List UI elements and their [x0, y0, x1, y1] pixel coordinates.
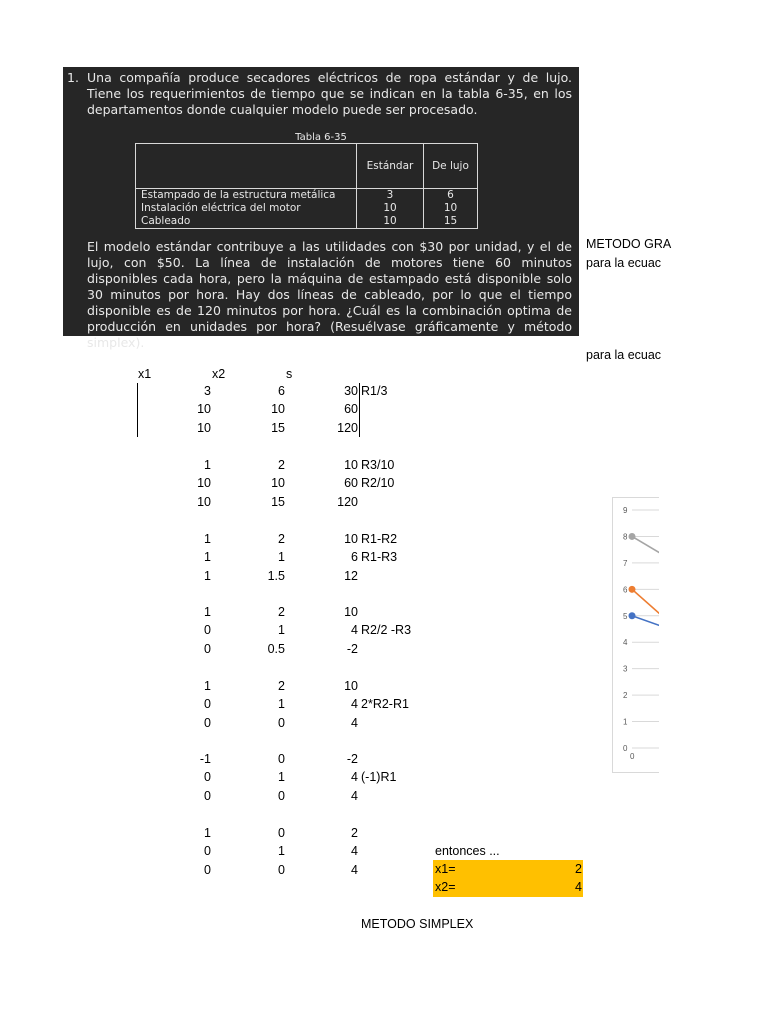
cell-s: -2 [346, 641, 358, 656]
chart-svg [613, 498, 659, 772]
matrix-bracket-right [359, 383, 360, 437]
cell-s: 60 [344, 476, 358, 491]
row-operation: R1-R2 [361, 532, 398, 546]
y-tick-label: 9 [623, 506, 628, 515]
row-operation: R2/10 [361, 476, 395, 491]
x2-result-value: 4 [575, 880, 582, 894]
cell-x2: 0 [278, 715, 285, 730]
cell-x1: 10 [197, 494, 211, 509]
cell-x2: 1 [278, 550, 285, 565]
cell-x2: 2 [278, 458, 285, 472]
cell-x1: 1 [204, 605, 211, 619]
cell-s: 4 [351, 862, 358, 877]
cell-x1: 0 [204, 641, 211, 656]
cell-s: 120 [337, 420, 358, 435]
row-operation: R2/2 -R3 [361, 623, 412, 638]
cell-x1: 10 [197, 420, 211, 435]
x-tick-label: 0 [630, 752, 635, 761]
cell-x1: 0 [204, 623, 211, 638]
matrix-bracket-left [137, 383, 138, 437]
y-tick-label: 3 [623, 664, 628, 674]
y-tick-label: 7 [623, 558, 628, 568]
series-point [629, 586, 636, 593]
problem-paragraph-1: Una compañía produce secadores eléctricos de ropa estándar y de lujo. Tiene los requerimientos de tiempo que se indican en la tabla 6-35, en los departamentos donde cualquier modelo puede ser procesado. [87, 70, 572, 117]
y-tick-label: 5 [623, 611, 628, 621]
table-caption: Tabla 6-35 [295, 132, 347, 143]
table-cell: Cableado [136, 215, 357, 229]
cell-s: 10 [344, 605, 358, 619]
x1-result-label: x1= [435, 862, 456, 876]
cell-x1: 0 [204, 715, 211, 730]
cell-x1: -1 [199, 752, 211, 766]
cell-x2: 0 [278, 752, 285, 766]
cell-x1: 1 [204, 550, 211, 565]
cell-x2: 15 [271, 420, 285, 435]
row-operation: (-1)R1 [361, 770, 397, 785]
table-cell: 10 [424, 202, 478, 215]
cell-s: 30 [344, 384, 358, 398]
y-tick-label: 4 [623, 638, 628, 648]
cell-x2: 0 [278, 826, 285, 840]
row-operation: R1/3 [361, 384, 388, 398]
cell-s: 10 [344, 679, 358, 693]
cell-x2: 1 [278, 770, 285, 785]
y-tick-label: 0 [623, 744, 628, 753]
cell-x1: 1 [204, 532, 211, 546]
equation-note: para la ecuac [586, 348, 662, 362]
header-x1: x1 [138, 367, 152, 381]
cell-x2: 1 [278, 623, 285, 638]
table-cell: Estampado de la estructura metálica [136, 189, 357, 203]
cell-x1: 1 [204, 679, 211, 693]
row-operation: 2*R2-R1 [361, 697, 409, 712]
cell-s: -2 [346, 752, 358, 766]
cell-x2: 15 [271, 494, 285, 509]
cell-x2: 0 [278, 788, 285, 803]
y-tick-label: 6 [623, 585, 628, 595]
cell-s: 4 [351, 844, 358, 859]
cell-x1: 0 [204, 862, 211, 877]
metodo-grafico-label: METODO GRA [586, 237, 672, 251]
cell-x1: 1 [204, 458, 211, 472]
cell-x2: 10 [271, 476, 285, 491]
cell-x2: 2 [278, 532, 285, 546]
row-operation: R3/10 [361, 458, 395, 472]
equation-note: para la ecuac [586, 256, 662, 270]
row-operation: R1-R3 [361, 550, 398, 565]
table-cell: 10 [357, 202, 424, 215]
table-cell: Instalación eléctrica del motor [136, 202, 357, 215]
cell-x1: 1 [204, 826, 211, 840]
series-point [629, 612, 636, 619]
cell-x2: 6 [278, 384, 285, 398]
cell-s: 4 [351, 623, 358, 638]
cell-s: 4 [351, 788, 358, 803]
x2-result-label: x2= [435, 880, 456, 894]
cell-x1: 10 [197, 476, 211, 491]
result-label: entonces ... [435, 844, 500, 858]
cell-x2: 2 [278, 679, 285, 693]
table-cell: 10 [357, 215, 424, 229]
header-x2: x2 [212, 367, 226, 381]
series-line [632, 536, 659, 554]
cell-x1: 1 [204, 568, 211, 583]
cell-x2: 1 [278, 844, 285, 859]
table-row [136, 189, 478, 203]
cell-s: 4 [351, 770, 358, 785]
y-tick-label: 8 [623, 532, 628, 542]
series-line [632, 589, 659, 615]
cell-x1: 0 [204, 770, 211, 785]
cell-s: 4 [351, 715, 358, 730]
series-point [629, 533, 636, 540]
header-s: s [286, 367, 293, 381]
series-line [632, 616, 659, 627]
y-tick-label: 1 [623, 717, 628, 727]
requirements-table [135, 143, 478, 229]
cell-s: 6 [351, 550, 358, 565]
graphical-method-chart [612, 497, 659, 773]
x1-result-value: 2 [575, 862, 582, 876]
cell-s: 4 [351, 697, 358, 712]
problem-statement [63, 67, 579, 350]
simplex-method-title: METODO SIMPLEX [361, 917, 474, 931]
table-cell: 3 [357, 189, 424, 203]
cell-s: 12 [344, 568, 358, 583]
cell-x2: 1 [278, 697, 285, 712]
cell-x2: 1.5 [267, 568, 285, 583]
cell-s: 2 [351, 826, 358, 840]
cell-s: 60 [344, 402, 358, 417]
cell-x1: 3 [204, 384, 211, 398]
table-header: De lujo [424, 144, 478, 189]
cell-x1: 10 [197, 402, 211, 417]
table-header [136, 144, 357, 189]
cell-s: 10 [344, 458, 358, 472]
cell-x1: 0 [204, 697, 211, 712]
table-row [136, 215, 478, 229]
table-cell: 15 [424, 215, 478, 229]
problem-paragraph-2: El modelo estándar contribuye a las utilidades con $30 por unidad, y el de lujo, con $50. La línea de instalación de motores tiene 60 minutos disponibles cada hora, pero la máquina de estampado está disponible solo 30 minutos por hora. Hay dos líneas de cableado, por lo que el tiempo disponible es de 120 minutos por hora. ¿Cuál es la combinación optima de producción en unidades por hora? (Resuélvase gráficamente y método simplex). [87, 239, 572, 350]
table-cell: 6 [424, 189, 478, 203]
problem-number: 1. [67, 70, 79, 85]
table-header: Estándar [357, 144, 424, 189]
cell-x2: 10 [271, 402, 285, 417]
cell-s: 120 [337, 494, 358, 509]
cell-x2: 2 [278, 605, 285, 619]
y-tick-label: 2 [623, 691, 628, 701]
cell-x1: 0 [204, 844, 211, 859]
cell-x1: 0 [204, 788, 211, 803]
cell-x2: 0.5 [267, 641, 285, 656]
cell-x2: 0 [278, 862, 285, 877]
table-row [136, 202, 478, 215]
cell-s: 10 [344, 532, 358, 546]
